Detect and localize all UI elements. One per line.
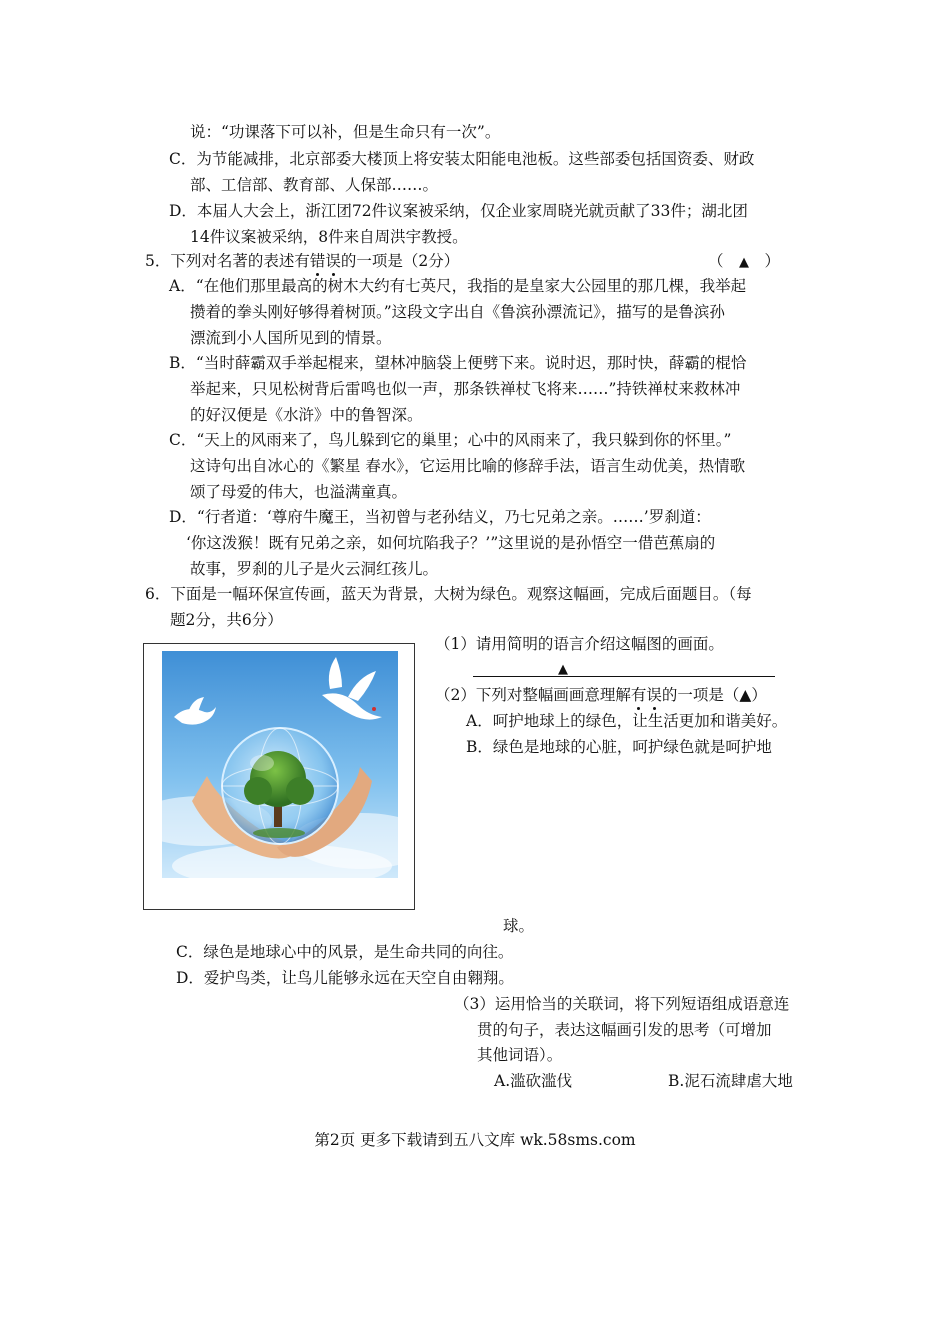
- q6-sub2-option-a: A．呵护地球上的绿色，让生活更加和谐美好。: [466, 712, 788, 730]
- q5-option-a-cont: 攒着的拳头刚好够得着树顶。”这段文字出自《鲁滨孙漂流记》，描写的是鲁滨孙: [190, 303, 725, 321]
- q5-option-c-cont2: 颂了母爱的伟大，也溢满童真。: [190, 483, 408, 501]
- q6-sub2-option-b: B．绿色是地球的心脏，呵护绿色就是呵护地: [466, 738, 772, 756]
- poster-image: [162, 651, 398, 878]
- q4-option-d-cont: 14件议案被采纳，8件来自周洪宇教授。: [190, 228, 468, 246]
- q6-sub2-text: （2）下列对整幅画画意理解: [435, 686, 631, 704]
- bracket-close: ）: [751, 686, 767, 704]
- q6-stem-cont: 题2分，共6分）: [170, 611, 283, 629]
- q6-sub2-option-b-cont: 球。: [503, 917, 535, 935]
- emphasis-char: 误: [325, 252, 341, 270]
- phrase-a: A.滥砍滥伐: [494, 1072, 573, 1090]
- emphasis-char: 误: [646, 686, 662, 704]
- globe-tree-illustration: [162, 651, 398, 878]
- q5-option-d: D．“行者道：‘尊府牛魔王，当初曾与老孙结义，乃七兄弟之亲。……’罗刹道：: [169, 508, 711, 526]
- q5-option-d-cont: ‘你这泼猴！既有兄弟之亲，如何坑陷我子？’”这里说的是孙悟空一借芭蕉扇的: [186, 534, 716, 552]
- page-footer: 第2页 更多下载请到五八文库 wk.58sms.com: [314, 1131, 636, 1149]
- emphasis-char: 错: [309, 252, 326, 270]
- q5-option-a: A．“在他们那里最高的树木大约有七英尺，我指的是皇家大公园里的那几棵，我举起: [169, 277, 747, 295]
- q5-stem-text: 5．下列对名著的表述有: [145, 252, 310, 270]
- q5-option-c: C．“天上的风雨来了，鸟儿躲到它的巢里；心中的风雨来了，我只躲到你的怀里。”: [169, 431, 732, 449]
- answer-triangle: ▲: [739, 685, 752, 704]
- q6-sub2: [435, 685, 767, 705]
- bracket-close: ）: [749, 252, 781, 270]
- q5-option-b-cont: 举起来，只见松树背后雷鸣也似一声，那条铁禅杖飞将来……”持铁禅杖来救林冲: [190, 380, 741, 398]
- q5-option-c-cont: 这诗句出自冰心的《繁星 春水》，它运用比喻的修辞手法，语言生动优美，热情歌: [190, 457, 746, 475]
- phrase-b: B.泥石流肆虐大地: [668, 1072, 793, 1090]
- q6-sub3-cont: 贯的句子，表达这幅画引发的思考（可增加: [477, 1021, 772, 1039]
- q4-option-d: D．本届人大会上，浙江团72件议案被采纳，仅企业家周晓光就贡献了33件；湖北团: [169, 202, 748, 220]
- q5-answer-bracket: [708, 251, 780, 273]
- q4-b-continued: 说：“功课落下可以补，但是生命只有一次”。: [190, 123, 501, 141]
- q6-sub2-text2: 的一项是（: [661, 686, 740, 704]
- poster-image-frame: [143, 643, 415, 910]
- q5-stem: [145, 251, 459, 271]
- q4-option-c-cont: 部、工信部、教育部、人保部……。: [190, 176, 439, 194]
- q6-stem: 6．下面是一幅环保宣传画，蓝天为背景，大树为绿色。观察这幅画，完成后面题目。（每: [145, 585, 752, 603]
- emphasis-char: 有: [630, 686, 647, 704]
- q6-sub1: （1）请用简明的语言介绍这幅图的画面。: [435, 635, 724, 653]
- answer-blank-line: [473, 676, 775, 677]
- q5-option-b: B．“当时薛霸双手举起棍来，望林冲脑袋上便劈下来。说时迟，那时快，薛霸的棍恰: [169, 354, 747, 372]
- q5-option-b-cont2: 的好汉便是《水浒》中的鲁智深。: [190, 406, 423, 424]
- q6-sub2-option-c: C．绿色是地球心中的风景，是生命共同的向往。: [176, 943, 514, 961]
- bracket-open: （: [708, 252, 740, 270]
- q5-stem-score: 的一项是（2分）: [340, 252, 460, 270]
- q4-option-c: C．为节能减排，北京部委大楼顶上将安装太阳能电池板。这些部委包括国资委、财政: [169, 150, 755, 168]
- q5-option-d-cont2: 故事，罗刹的儿子是火云洞红孩儿。: [190, 560, 439, 578]
- q6-sub3-cont2: 其他词语）。: [477, 1046, 563, 1064]
- answer-triangle: ▲: [558, 662, 568, 677]
- answer-triangle: ▲: [739, 255, 750, 270]
- q6-sub2-option-d: D．爱护鸟类，让鸟儿能够永远在天空自由翱翔。: [176, 969, 514, 987]
- q5-option-a-cont2: 漂流到小人国所见到的情景。: [190, 329, 392, 347]
- q6-sub3: （3）运用恰当的关联词，将下列短语组成语意连: [454, 995, 790, 1013]
